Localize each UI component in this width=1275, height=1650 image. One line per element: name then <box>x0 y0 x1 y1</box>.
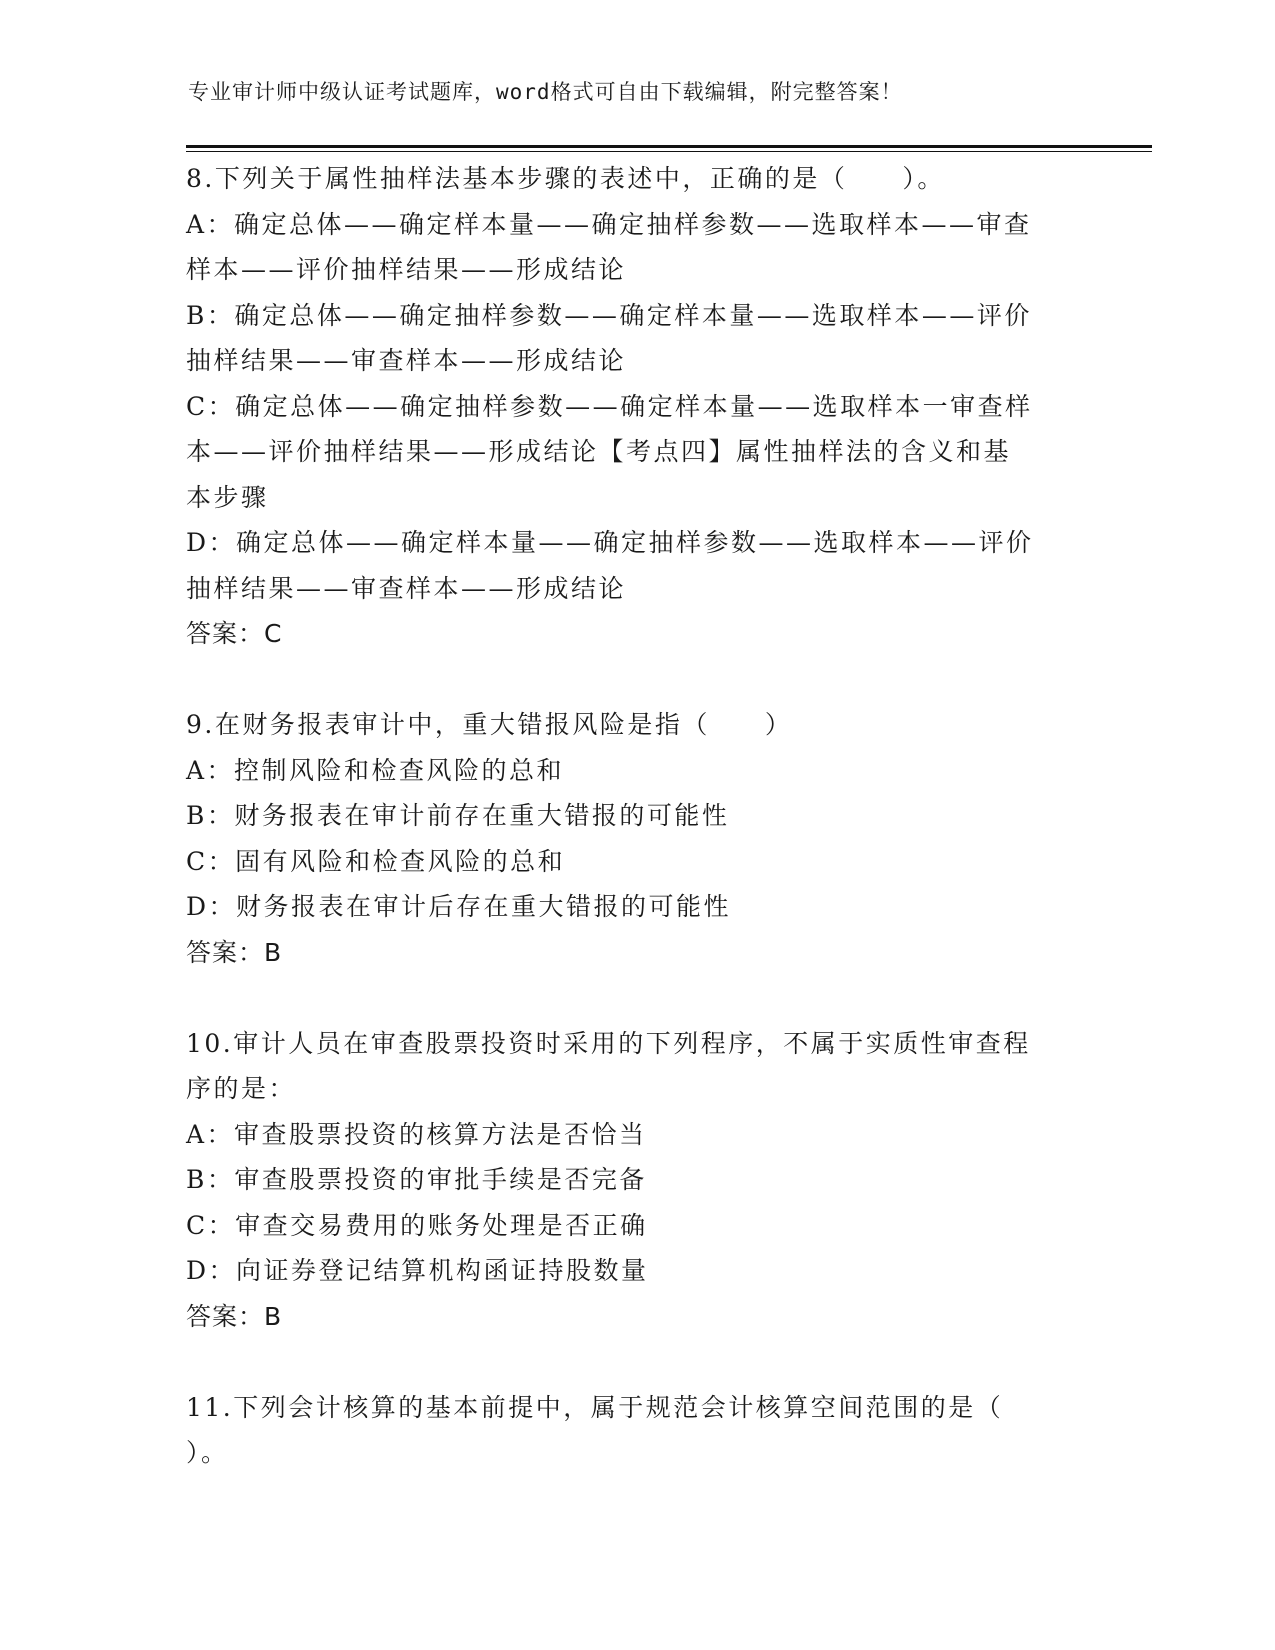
answer: 答案：B <box>186 937 283 967</box>
option-a: A：审查股票投资的核算方法是否恰当 <box>186 1119 647 1149</box>
option-c-cont: 本——评价抽样结果——形成结论【考点四】属性抽样法的含义和基 <box>186 437 1012 466</box>
option-c-cont: 本步骤 <box>186 482 269 512</box>
option-b: B：财务报表在审计前存在重大错报的可能性 <box>186 801 730 830</box>
question-stem: 11.下列会计核算的基本前提中，属于规范会计核算空间范围的是（ <box>186 1392 1004 1422</box>
question-stem: 8.下列关于属性抽样法基本步骤的表述中，正确的是（ ）。 <box>186 164 945 193</box>
option-d: D：确定总体——确定样本量——确定抽样参数——选取样本——评价 <box>186 528 1034 557</box>
option-c: C：确定总体——确定抽样参数——确定样本量——选取样本一审查样 <box>186 391 1033 421</box>
question-8 <box>186 156 1086 657</box>
question-stem-cont: ）。 <box>186 1438 229 1467</box>
option-a: A：控制风险和检查风险的总和 <box>186 755 565 785</box>
option-a: A：确定总体——确定样本量——确定抽样参数——选取样本——审查 <box>186 209 1032 239</box>
spacer <box>186 975 1086 1021</box>
answer: 答案：B <box>186 1301 283 1331</box>
option-d-cont: 抽样结果——审查样本——形成结论 <box>186 573 627 603</box>
question-stem-cont: 序的是： <box>186 1074 297 1103</box>
spacer <box>186 1339 1086 1385</box>
answer: 答案：C <box>186 619 283 648</box>
header-rule-thick <box>186 145 1152 148</box>
option-c: C：固有风险和检查风险的总和 <box>186 846 566 876</box>
question-list <box>186 156 1086 1476</box>
question-9 <box>186 702 1086 975</box>
header-rule-thin <box>186 151 1152 152</box>
option-b-cont: 抽样结果——审查样本——形成结论 <box>186 346 627 375</box>
spacer <box>186 657 1086 703</box>
option-d: D：向证券登记结算机构函证持股数量 <box>186 1256 649 1285</box>
question-stem: 10.审计人员在审查股票投资时采用的下列程序，不属于实质性审查程 <box>186 1028 1031 1058</box>
question-11 <box>186 1385 1086 1476</box>
question-10 <box>186 1021 1086 1340</box>
page-header: 专业审计师中级认证考试题库，word格式可自由下载编辑，附完整答案！ <box>188 80 903 104</box>
option-c: C：审查交易费用的账务处理是否正确 <box>186 1210 648 1240</box>
option-b: B：确定总体——确定抽样参数——确定样本量——选取样本——评价 <box>186 300 1032 330</box>
option-b: B：审查股票投资的审批手续是否完备 <box>186 1165 647 1194</box>
option-a-cont: 样本——评价抽样结果——形成结论 <box>186 255 627 284</box>
question-stem: 9.在财务报表审计中，重大错报风险是指（ ） <box>186 710 793 739</box>
option-d: D：财务报表在审计后存在重大错报的可能性 <box>186 892 732 921</box>
